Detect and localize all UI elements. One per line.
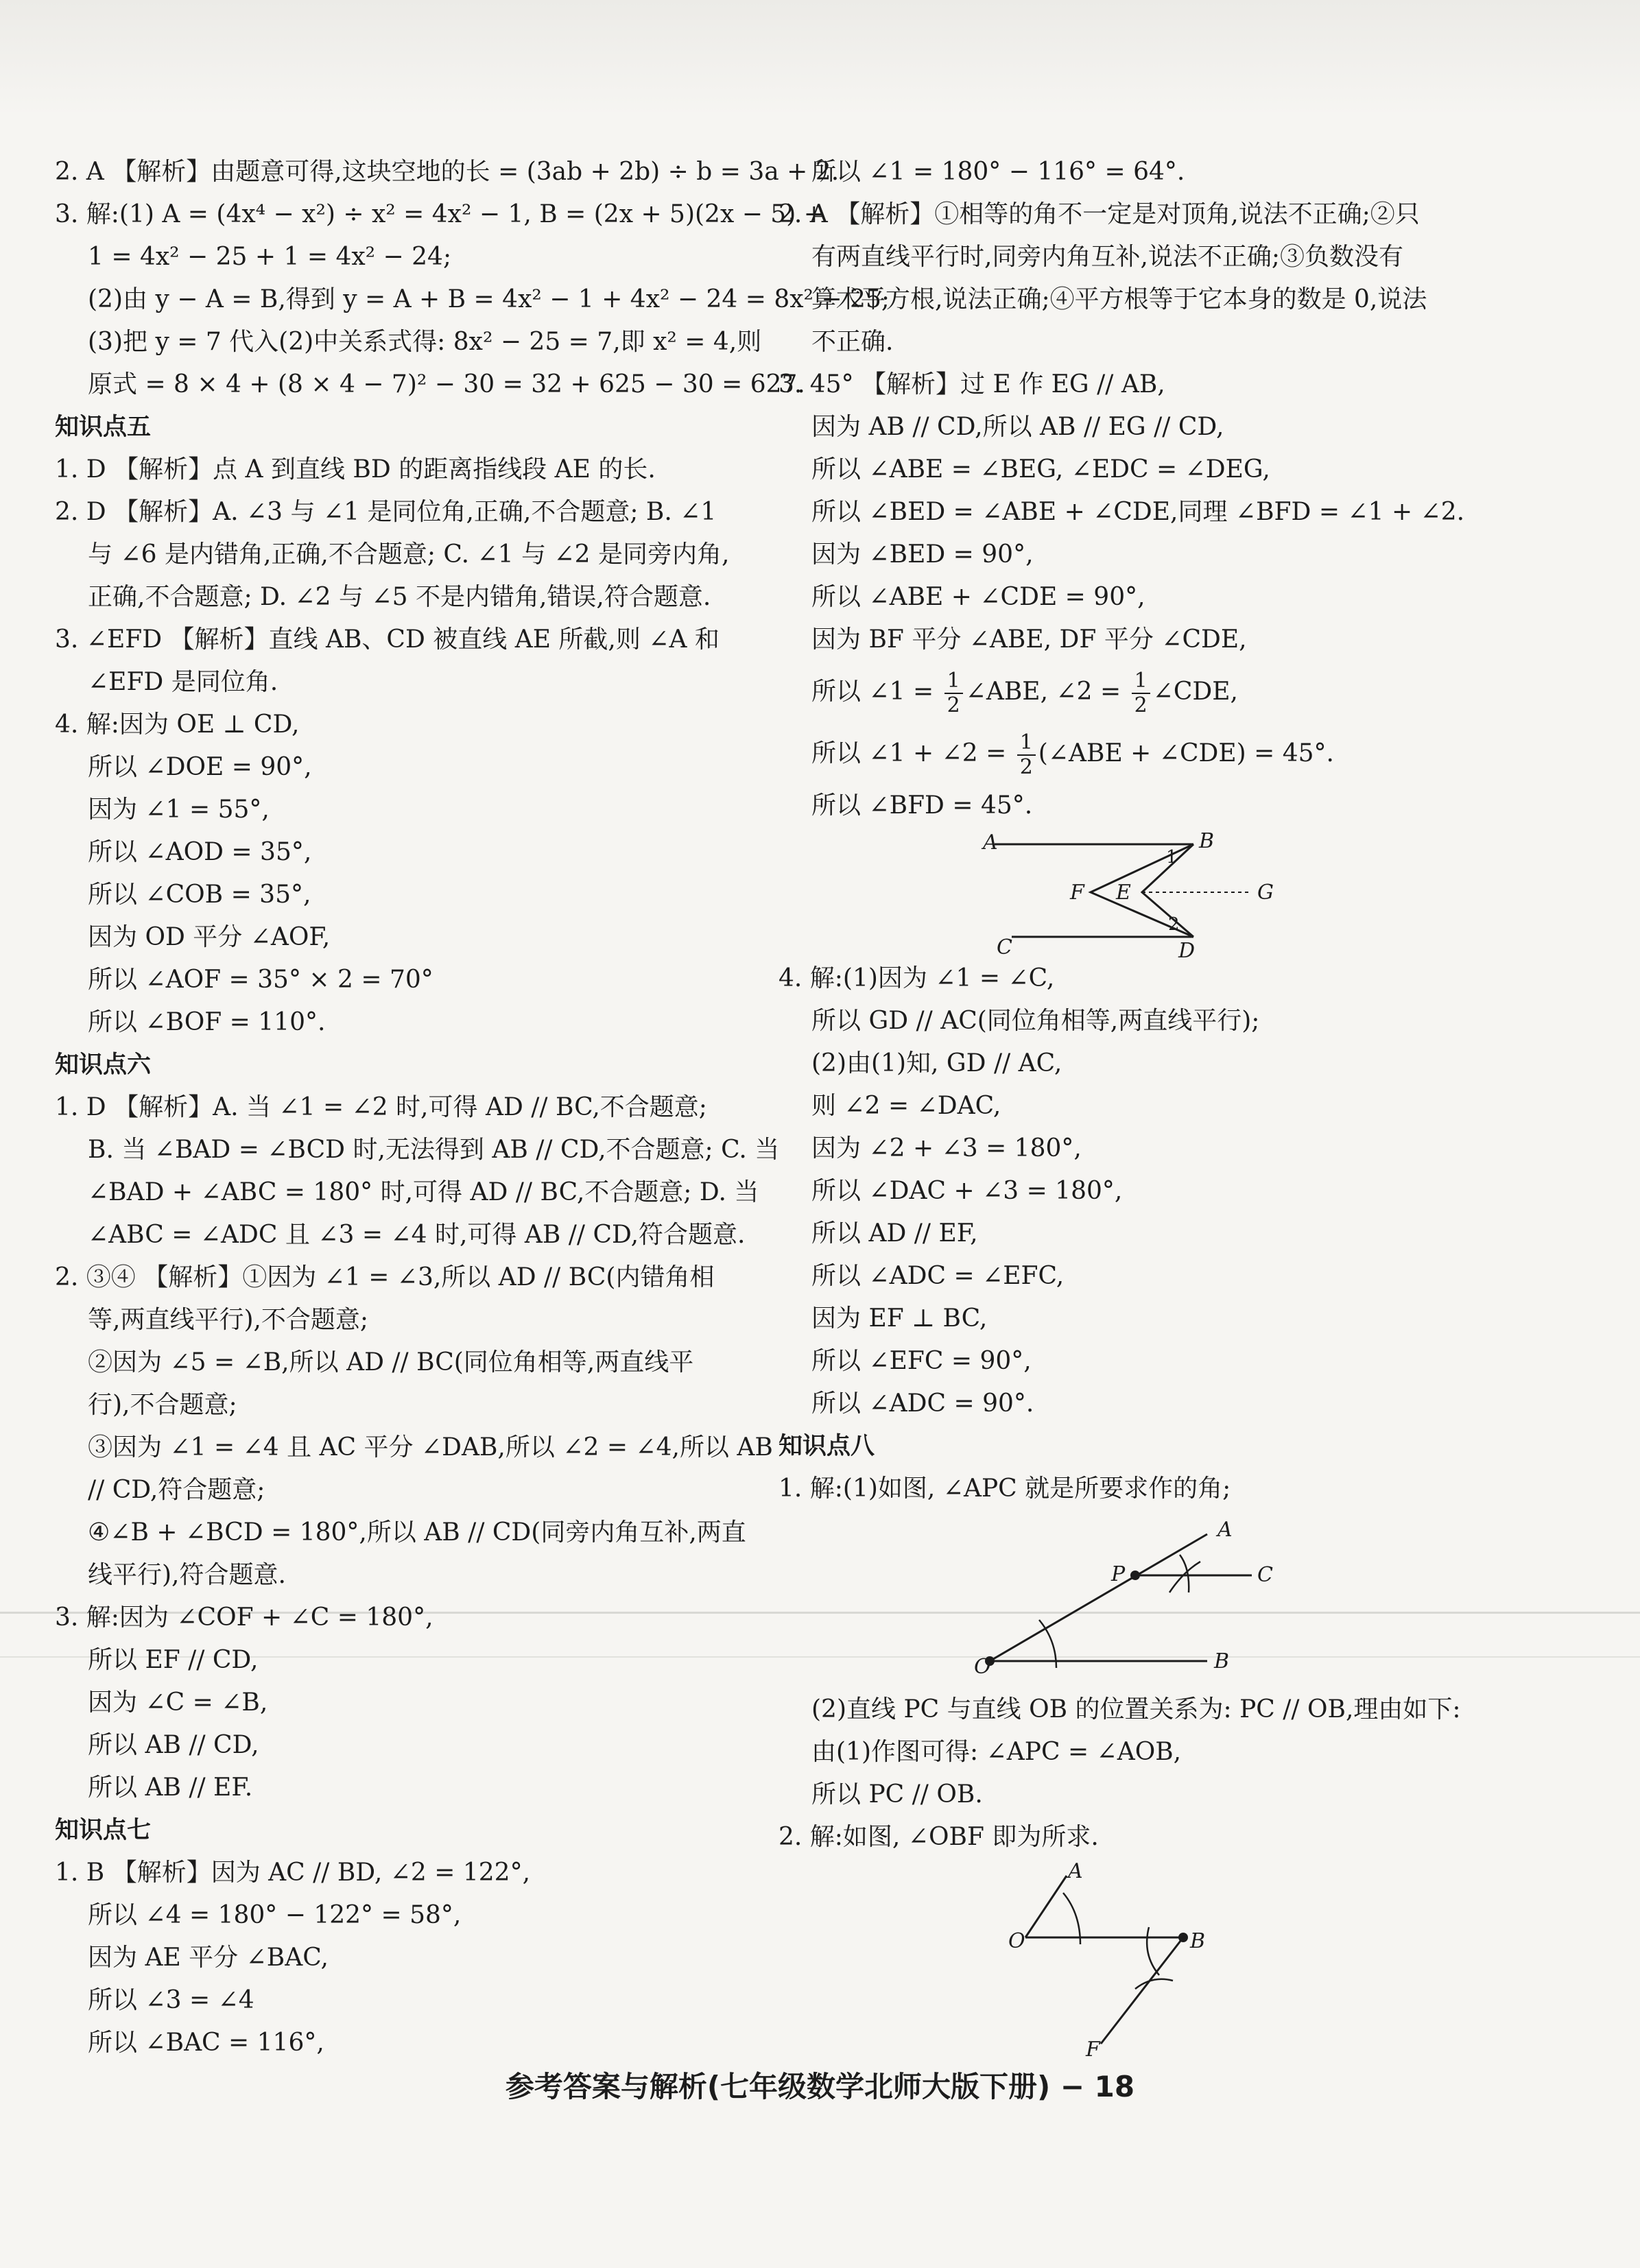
answer-line: 3. 解:因为 ∠COF + ∠C = 180°, [55, 1603, 433, 1632]
answer-line: ∠BAD + ∠ABC = 180° 时,可得 AD // BC,不合题意; D. 当 [88, 1178, 759, 1206]
zigzag-diagram [779, 827, 1567, 957]
text: (∠ABE + ∠CDE) = 45°. [1038, 739, 1334, 767]
label-g: G [1257, 881, 1274, 905]
answer-line: 行),不合题意; [88, 1391, 237, 1419]
answer-line: 所以 AB // CD, [88, 1731, 259, 1759]
label-b: B [1199, 829, 1215, 853]
numerator: 1 [1017, 731, 1036, 756]
denominator: 2 [1019, 755, 1033, 779]
answer-line: 2. A 【解析】由题意可得,这块空地的长 = (3ab + 2b) ÷ b = 3a + 2. [55, 158, 840, 186]
answer-line: 不正确. [811, 328, 894, 356]
answer-line: 因为 ∠1 = 55°, [88, 796, 270, 824]
answer-line: 所以 ∠ABE = ∠BEG, ∠EDC = ∠DEG, [811, 455, 1270, 484]
answer-line: 线平行),符合题意. [88, 1561, 286, 1589]
label-a: A [1068, 1859, 1083, 1883]
fraction-line-sum [779, 723, 1567, 785]
answer-line: ∠EFD 是同位角. [88, 668, 278, 696]
answer-line: (3)把 y = 7 代入(2)中关系式得: 8x² − 25 = 7,即 x² = 4,则 [88, 328, 762, 356]
answer-line: 4. 解:因为 OE ⊥ CD, [55, 711, 300, 739]
answer-line: 4. 解:(1)因为 ∠1 = ∠C, [779, 964, 1055, 992]
label-a: A [1217, 1518, 1233, 1542]
answer-line: 1. B 【解析】因为 AC // BD, ∠2 = 122°, [55, 1859, 531, 1887]
answer-block [779, 151, 1567, 661]
answer-line: 因为 OD 平分 ∠AOF, [88, 923, 331, 951]
page-footer: 参考答案与解析(七年级数学北师大版下册) − 18 [505, 2070, 1135, 2103]
answer-line: 所以 EF // CD, [88, 1646, 259, 1674]
answer-line: 有两直线平行时,同旁内角互补,说法不正确;③负数没有 [811, 243, 1404, 271]
answer-line: 所以 ∠ADC = 90°. [811, 1389, 1034, 1418]
answer-line: // CD,符合题意; [88, 1476, 265, 1504]
angle-construction-diagram [779, 1510, 1567, 1688]
text: 所以 ∠1 = [811, 678, 942, 706]
label-b: B [1214, 1649, 1230, 1673]
ray-oa [990, 1534, 1207, 1661]
label-c: C [1257, 1563, 1273, 1587]
answer-line: 所以 ∠4 = 180° − 122° = 58°, [88, 1901, 462, 1929]
answer-line: 所以 ∠AOD = 35°, [88, 838, 312, 866]
answer-line: 因为 AB // CD,所以 AB // EG // CD, [811, 413, 1224, 441]
answer-line: 所以 ∠DOE = 90°, [88, 753, 312, 781]
point-p [1130, 1571, 1140, 1580]
answer-line: 正确,不合题意; D. ∠2 与 ∠5 不是内错角,错误,符合题意. [88, 583, 711, 611]
answer-line: 所以 AB // EF. [88, 1774, 253, 1802]
numerator: 1 [1132, 669, 1150, 694]
answer-line: 3. 解:(1) A = (4x⁴ − x²) ÷ x² = 4x² − 1, B = (2x + 5)(2x − 5) + [55, 200, 824, 228]
label-d: D [1178, 939, 1196, 957]
label-angle-2: 2 [1168, 914, 1180, 935]
answer-line: 因为 BF 平分 ∠ABE, DF 平分 ∠CDE, [811, 625, 1247, 654]
answer-line: 所以 ∠1 = 180° − 116° = 64°. [811, 158, 1185, 186]
construction-arc-b [1147, 1927, 1159, 1975]
answer-line: 1. 解:(1)如图, ∠APC 就是所要求作的角; [779, 1475, 1231, 1503]
answer-line: 1 = 4x² − 25 + 1 = 4x² − 24; [88, 243, 452, 271]
answer-line: 原式 = 8 × 4 + (8 × 4 − 7)² − 30 = 32 + 625 − 30 = 627. [88, 370, 805, 398]
answer-line: 所以 ∠3 = ∠4 [88, 1986, 254, 2014]
segment-oa [1025, 1876, 1067, 1937]
denominator: 2 [947, 693, 960, 717]
section-heading: 知识点七 [55, 1817, 152, 1844]
answer-line: (2)由(1)知, GD // AC, [811, 1049, 1062, 1077]
label-o: O [974, 1655, 991, 1679]
answer-line: 因为 ∠BED = 90°, [811, 540, 1034, 569]
figure-angle-obf [779, 1859, 1567, 2057]
label-a: A [983, 831, 998, 855]
label-p: P [1111, 1562, 1126, 1586]
answer-line: 1. D 【解析】A. 当 ∠1 = ∠2 时,可得 AD // BC,不合题意; [55, 1093, 707, 1121]
answer-line: 所以 ∠ADC = ∠EFC, [811, 1262, 1065, 1290]
answer-line: 因为 ∠C = ∠B, [88, 1688, 268, 1717]
label-b: B [1190, 1929, 1206, 1953]
section-heading: 知识点五 [55, 414, 152, 441]
ray-bf [1101, 1937, 1183, 2044]
answer-line: 所以 ∠EFC = 90°, [811, 1347, 1032, 1375]
point-b [1178, 1933, 1188, 1942]
label-e: E [1116, 881, 1131, 905]
answer-line: 与 ∠6 是内错角,正确,不合题意; C. ∠1 与 ∠2 是同旁内角, [88, 540, 730, 569]
section-heading: 知识点六 [55, 1051, 152, 1079]
answer-line: 等,两直线平行),不合题意; [88, 1306, 369, 1334]
answer-line: 所以 PC // OB. [811, 1780, 983, 1809]
answer-line: 因为 EF ⊥ BC, [811, 1304, 988, 1333]
answer-line: 所以 GD // AC(同位角相等,两直线平行); [811, 1007, 1260, 1035]
answer-line: 所以 ∠AOF = 35° × 2 = 70° [88, 966, 433, 994]
answer-line: ∠ABC = ∠ADC 且 ∠3 = ∠4 时,可得 AB // CD,符合题意. [88, 1221, 746, 1249]
answer-block [779, 957, 1567, 1510]
page-edge-shadow [0, 0, 1640, 117]
text: ∠CDE, [1152, 678, 1238, 706]
answer-line: 所以 ∠COB = 35°, [88, 881, 311, 909]
fraction-half [1017, 731, 1036, 779]
label-c: C [997, 935, 1012, 957]
answer-line: 2. A 【解析】①相等的角不一定是对顶角,说法不正确;②只 [779, 200, 1420, 228]
answer-line: 所以 ∠BED = ∠ABE + ∠CDE,同理 ∠BFD = ∠1 + ∠2. [811, 498, 1465, 526]
construction-arc-cross [1135, 1979, 1173, 1989]
angle-obf-diagram [779, 1859, 1567, 2057]
answer-line: 算术平方根,说法正确;④平方根等于它本身的数是 0,说法 [811, 285, 1427, 313]
answer-line: 所以 ∠ABE + ∠CDE = 90°, [811, 583, 1145, 611]
answer-line: ③因为 ∠1 = ∠4 且 AC 平分 ∠DAB,所以 ∠2 = ∠4,所以 AB [88, 1433, 773, 1461]
answer-line: 2. D 【解析】A. ∠3 与 ∠1 是同位角,正确,不合题意; B. ∠1 [55, 498, 717, 526]
label-angle-1: 1 [1166, 847, 1178, 868]
answer-line: (2)直线 PC 与直线 OB 的位置关系为: PC // OB,理由如下: [811, 1695, 1461, 1723]
text: ∠ABE, ∠2 = [965, 678, 1129, 706]
fraction-line-half-angles [779, 661, 1567, 723]
answer-line: 由(1)作图可得: ∠APC = ∠AOB, [811, 1738, 1182, 1766]
answer-line: 所以 ∠BOF = 110°. [88, 1008, 326, 1036]
section-heading: 知识点八 [779, 1433, 875, 1460]
label-f: F [1086, 2038, 1100, 2057]
answer-line: 3. ∠EFD 【解析】直线 AB、CD 被直线 AE 所截,则 ∠A 和 [55, 625, 720, 654]
label-f: F [1070, 881, 1084, 905]
fraction-half [944, 669, 963, 717]
answer-line: 1. D 【解析】点 A 到直线 BD 的距离指线段 AE 的长. [55, 455, 656, 484]
answer-line: 因为 AE 平分 ∠BAC, [88, 1944, 329, 1972]
answer-line: 所以 AD // EF, [811, 1219, 978, 1248]
answer-block [779, 1688, 1567, 1859]
fraction-half [1132, 669, 1150, 717]
answer-line: ④∠B + ∠BCD = 180°,所以 AB // CD(同旁内角互补,两直 [88, 1518, 746, 1547]
answer-line: B. 当 ∠BAD = ∠BCD 时,无法得到 AB // CD,不合题意; C. 当 [88, 1136, 780, 1164]
answer-line: 因为 ∠2 + ∠3 = 180°, [811, 1134, 1082, 1162]
answer-line: ②因为 ∠5 = ∠B,所以 AD // BC(同位角相等,两直线平 [88, 1348, 694, 1376]
answer-line: 所以 ∠DAC + ∠3 = 180°, [811, 1177, 1123, 1205]
text: 所以 ∠1 + ∠2 = [811, 739, 1014, 767]
answer-line: (2)由 y − A = B,得到 y = A + B = 4x² − 1 + 4x² − 24 = 8x² − 25; [88, 285, 890, 313]
right-column [779, 151, 1567, 2057]
answer-line: 所以 ∠BFD = 45°. [811, 791, 1033, 820]
answer-line: 3. 45° 【解析】过 E 作 EG // AB, [779, 370, 1165, 398]
answer-line: 则 ∠2 = ∠DAC, [811, 1092, 1001, 1120]
answer-line: 2. ③④ 【解析】①因为 ∠1 = ∠3,所以 AD // BC(内错角相 [55, 1263, 715, 1291]
denominator: 2 [1134, 693, 1148, 717]
label-o: O [1008, 1929, 1025, 1953]
figure-zigzag-parallel [779, 827, 1567, 957]
answer-line: 所以 ∠BAC = 116°, [88, 2029, 324, 2057]
numerator: 1 [944, 669, 963, 694]
answer-line: 2. 解:如图, ∠OBF 即为所求. [779, 1823, 1099, 1851]
figure-construct-angle [779, 1510, 1567, 1688]
